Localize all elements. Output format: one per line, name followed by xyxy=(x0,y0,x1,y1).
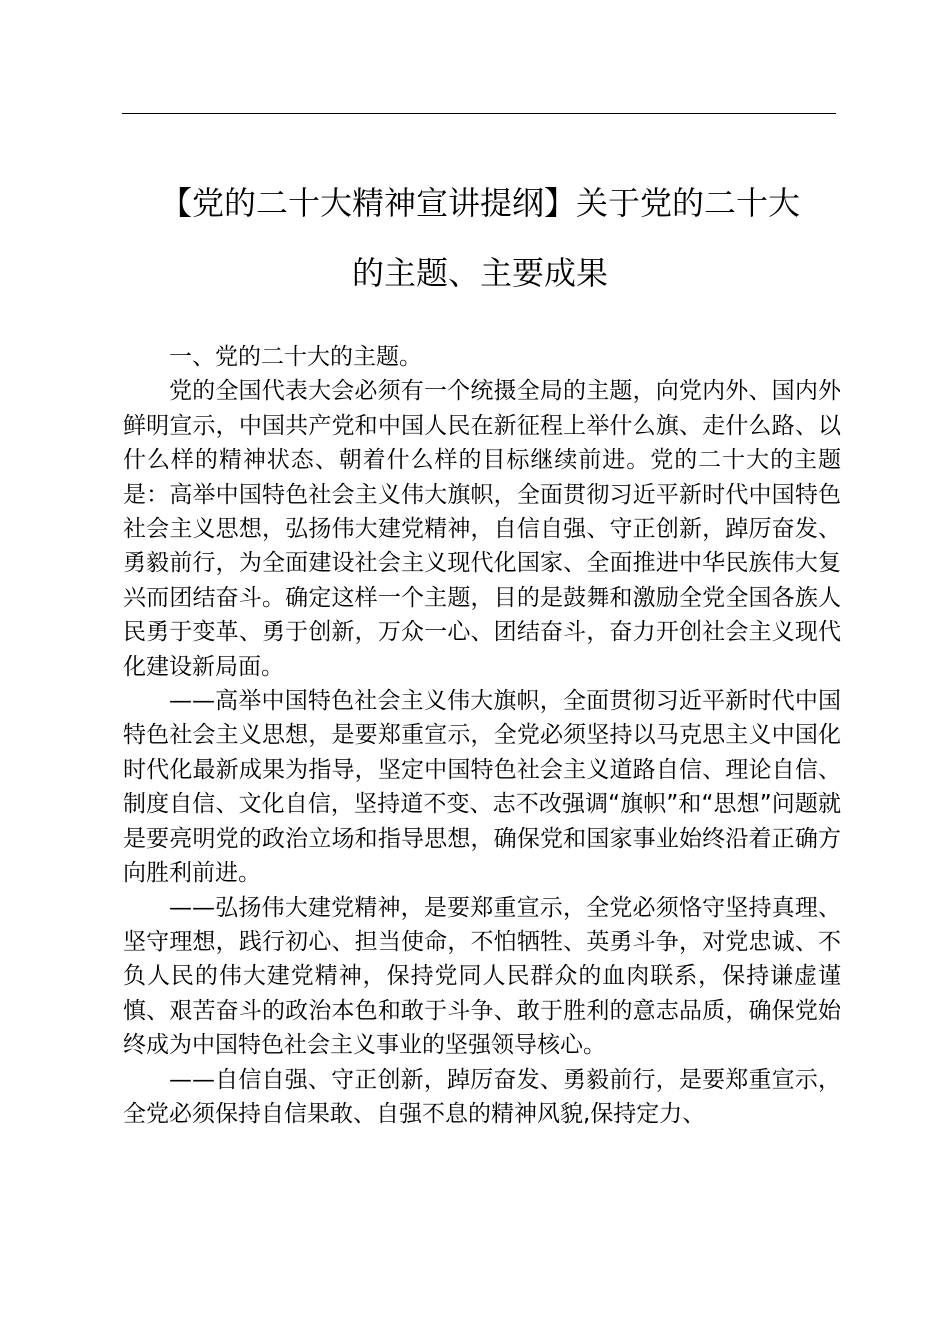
document-body xyxy=(123,340,841,1131)
title-line-2: 的主题、主要成果 xyxy=(351,254,608,292)
body-paragraph: ——高举中国特色社会主义伟大旗帜，全面贯彻习近平新时代中国特色社会主义思想，是要郑重宣示，全党必须坚持以马克思主义中国化时代化最新成果为指导，坚定中国特色社会主义道路自信、理论自信、制度自信、文化自信，坚持道不变、志不改强调“旗帜”和“思想”问题就是要亮明党的政治立场和指导思想，确保党和国家事业始终沿着正确方向胜利前进。 xyxy=(123,688,841,887)
title-line-1: 【党的二十大精神宣讲提纲】关于党的二十大 xyxy=(159,184,800,222)
body-paragraph: ——自信自强、守正创新，踔厉奋发、勇毅前行，是要郑重宣示，全党必须保持自信果敢、自强不息的精神风貌,保持定力、 xyxy=(123,1066,841,1127)
section-heading: 一、党的二十大的主题。 xyxy=(169,344,422,370)
body-paragraph: ——弘扬伟大建党精神，是要郑重宣示，全党必须恪守坚持真理、坚守理想，践行初心、担当使命，不怕牺牲、英勇斗争，对党忠诚、不负人民的伟大建党精神，保持党同人民群众的血肉联系，保持谦虚谨慎、艰苦奋斗的政治本色和敢于斗争、敢于胜利的意志品质，确保党始终成为中国特色社会主义事业的坚强领导核心。 xyxy=(123,894,841,1059)
body-paragraph: 党的全国代表大会必须有一个统摄全局的主题，向党内外、国内外鲜明宣示，中国共产党和中国人民在新征程上举什么旗、走什么路、以什么样的精神状态、朝着什么样的目标继续前进。党的二十大的主题是：高举中国特色社会主义伟大旗帜，全面贯彻习近平新时代中国特色社会主义思想，弘扬伟大建党精神，自信自强、守正创新，踔厉奋发、勇毅前行，为全面建设社会主义现代化国家、全面推进中华民族伟大复兴而团结奋斗。确定这样一个主题，目的是鼓舞和激励全党全国各族人民勇于变革、勇于创新，万众一心、团结奋斗，奋力开创社会主义现代化建设新局面。 xyxy=(123,378,841,680)
document-title xyxy=(100,168,860,308)
header-rule xyxy=(122,113,836,114)
